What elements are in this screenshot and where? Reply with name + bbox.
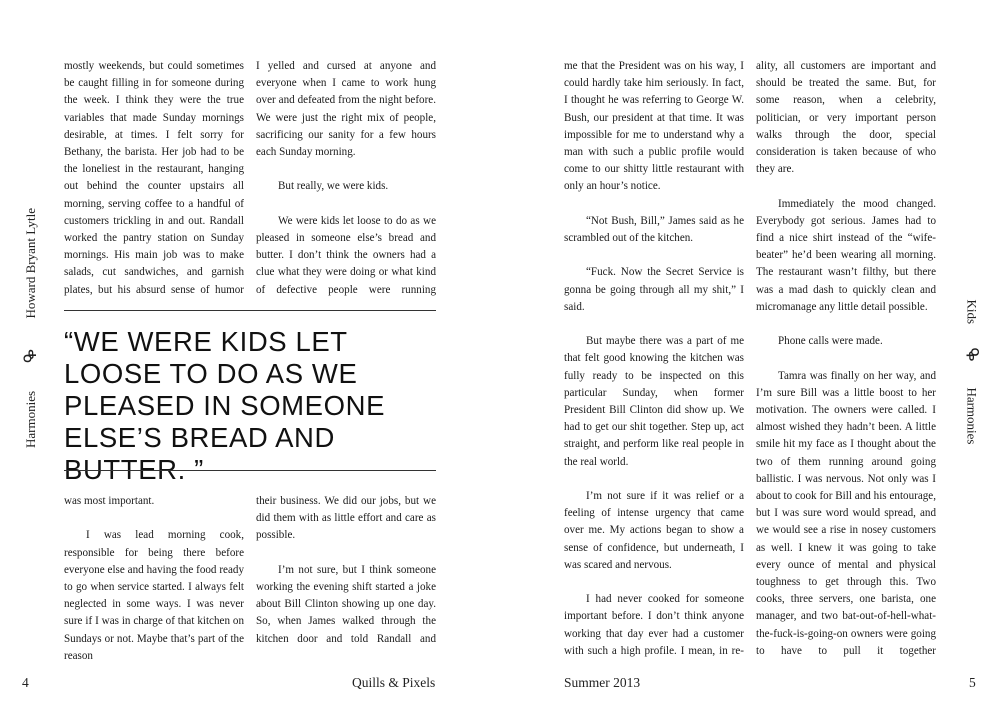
paragraph: But really, we were kids. bbox=[278, 180, 389, 193]
right-col1 bbox=[564, 58, 744, 660]
paragraph: I’m not sure if it was relief or a feeling of intense urgency that came over me. My actions began to show a sense of confidence, but underneath, I was scared and nervous. bbox=[564, 490, 744, 571]
right-col2 bbox=[756, 58, 936, 660]
paragraph: mostly weekends, but could sometimes be caught filling in for someone during the week. I think they were the true variables that made Sunday mornings desirable, at times. I felt sorry for Bethany, the barista. Her job had to be the loneliest in the restaurant, hanging out behind the counter upstairs all morning, serving coffee to a handful of customers trickling in and out. Randall worked the pantry station on Sunday mornings. His main job was to make salads, cut sandwiches, and garnish plates, but his absurd sense of humor bbox=[64, 60, 244, 296]
footer-publication-title: Quills & Pixels bbox=[352, 675, 436, 690]
side-section-label: Harmonies bbox=[23, 390, 38, 448]
page-number-left: 4 bbox=[22, 675, 29, 690]
paragraph: their business. We did our jobs, but we did them with as little effort and care as possible. bbox=[256, 495, 436, 542]
paragraph: Phone calls were made. bbox=[778, 335, 883, 348]
right-side-strip bbox=[962, 300, 980, 445]
pull-quote: “WE WERE KIDS LET LOOSE TO DO AS WE PLEASED IN SOMEONE ELSE’S BREAD AND BUTTER. ” bbox=[64, 326, 386, 485]
paragraph: I’m not sure, but I think someone working the evening shift started a joke about Bill Clinton showing up one day. So, when James walked through the kitchen door and told Randall and bbox=[256, 563, 436, 645]
paragraph: We were kids let loose to do as we pleased in someone else’s bread and butter. I don’t think the owners had a clue what they were doing or what kind of defective people were running bbox=[256, 214, 436, 296]
paragraph: was most important. bbox=[64, 495, 155, 507]
pull-quote-rule-bottom bbox=[64, 470, 436, 471]
left-col1-top bbox=[64, 58, 244, 299]
left-col2-top bbox=[256, 58, 436, 299]
paragraph: “Not Bush, Bill,” James said as he scrambled out of the kitchen. bbox=[564, 214, 744, 245]
side-section-label: Harmonies bbox=[964, 387, 980, 445]
paragraph: me that the President was on his way, I could hardly take him seriously. In fact, I thought he was referring to George W. Bush, our president at that time. It was impossible for me to understand why a man with such a public profile would come to our shitty little restaurant with only an hour’s notice. bbox=[564, 60, 744, 193]
footer-issue: Summer 2013 bbox=[564, 675, 641, 690]
left-col1-bottom bbox=[64, 493, 244, 665]
qp-logo-icon: Q P bbox=[963, 347, 981, 362]
paragraph: I was lead morning cook, responsible for being there before everyone else and having the food ready to go when service started. I always felt neglected in some ways. I was never sure if I was in charge of that kitchen on Sundays or not. Maybe that’s part of the reason bbox=[64, 529, 244, 662]
qp-logo-icon: Q P bbox=[22, 349, 39, 363]
paragraph: I had never cooked for someone important before. I don’t think anyone working that day ever had a customer with such a high profile. I mean, in re- bbox=[564, 593, 744, 657]
side-author-label: Howard Bryant Lytle bbox=[23, 208, 38, 319]
paragraph: ality, all customers are important and should be treated the same. But, for some reason, when a celebrity, politician, or very important person walks through the door, special consideration is taken because of who they are. bbox=[756, 60, 936, 176]
paragraph: “Fuck. Now the Secret Service is gonna be going through all my shit,” I said. bbox=[564, 266, 744, 313]
pull-quote-rule-top bbox=[64, 310, 436, 311]
paragraph: Tamra was finally on her way, and I’m sure Bill was a little boost to her motivation. The owners were called. I almost wished they hadn’t been. A little smile hit my face as I thought about the two of them running around going ballistic. I was nervous. Not only was I about to cook for Bill and his entourage, but I was sure word would spread, and we would see a rise in nosey customers as well. I knew it was going to take every ounce of mental and physical toughness to get through this. Two cooks, three servers, one barista, one manager, and two bat-out-of-hell-what-the-fuck-is-going-on owners were going to have to pull it together bbox=[756, 369, 936, 657]
page-number-right: 5 bbox=[969, 675, 976, 690]
paragraph: Immediately the mood changed. Everybody got serious. James had to find a nice shirt instead of the “wife-beater” he’d been wearing all morning. The restaurant wasn’t filthy, but there was a mad dash to quickly clean and micromanage any little detail possible. bbox=[756, 197, 936, 313]
left-col2-bottom bbox=[256, 493, 436, 648]
side-title-label: Kids bbox=[964, 299, 980, 325]
paragraph: But maybe there was a part of me that felt good knowing the kitchen was fully ready to be inspected on this particular Sunday, when former President Bill Clinton did show up. We had to get our shit together. Step up, act straight, and perform like real people in the real world. bbox=[564, 335, 744, 468]
paragraph: I yelled and cursed at anyone and everyone when I came to work hung over and defeated from the night before. We were just the right mix of people, sacrificing our sanity for a few hours each Sunday morning. bbox=[256, 60, 436, 159]
left-side-strip bbox=[22, 208, 40, 448]
